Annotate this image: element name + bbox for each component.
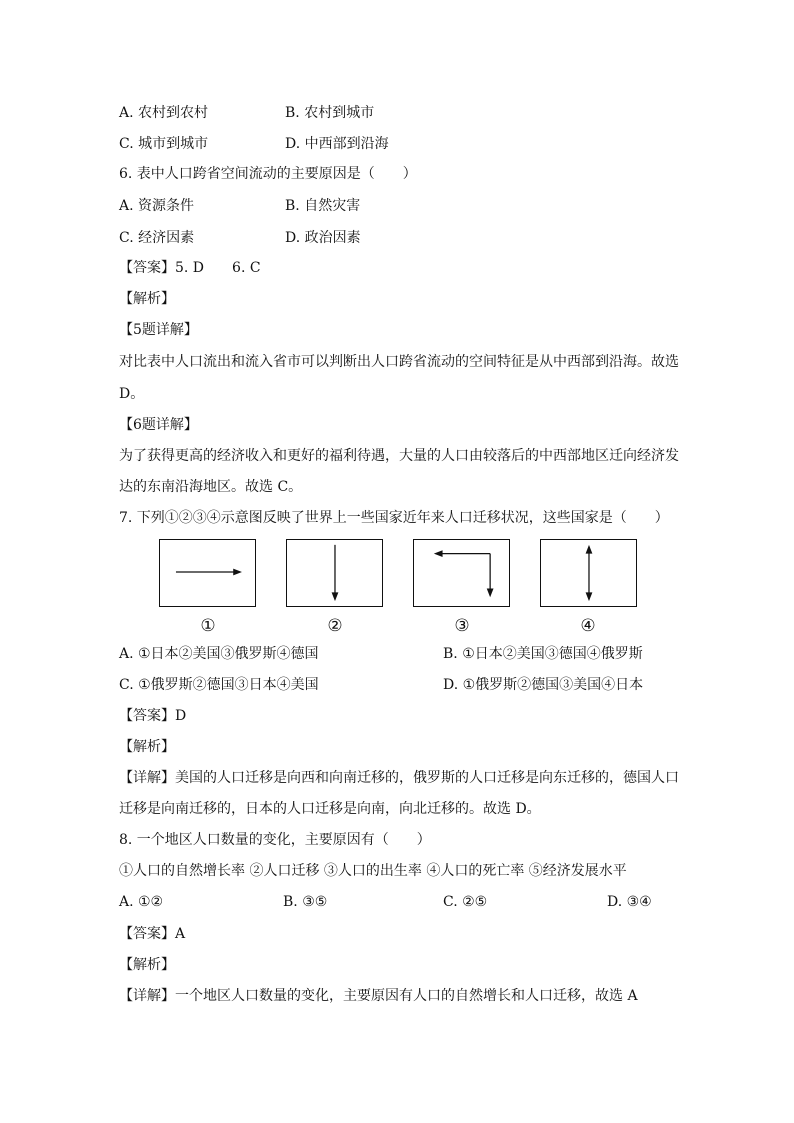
q5-option-c: C. 城市到城市 — [119, 136, 209, 152]
q7-detail-line1: 【详解】美国的人口迁移是向西和向南迁移的，俄罗斯的人口迁移是向东迁移的，德国人口 — [119, 770, 679, 786]
q6-stem: 6. 表中人口跨省空间流动的主要原因是（ ） — [119, 166, 417, 182]
q6-option-c: C. 经济因素 — [119, 230, 195, 246]
q6-option-b: B. 自然灾害 — [285, 198, 361, 214]
q8-detail-line1: 【详解】一个地区人口数量的变化，主要原因有人口的自然增长和人口迁移，故选 A — [119, 988, 638, 1004]
q7-option-b: B. ①日本②美国③德国④俄罗斯 — [443, 646, 643, 662]
q7-stem: 7. 下列①②③④示意图反映了世界上一些国家近年来人口迁移状况，这些国家是（ ） — [119, 510, 669, 526]
q8-option-d: D. ③④ — [607, 894, 652, 910]
arrow-left-and-down-icon — [414, 540, 509, 606]
q5-detail-line1: 对比表中人口流出和流入省市可以判断出人口跨省流动的空间特征是从中西部到沿海。故选 — [119, 354, 679, 370]
q6-option-a: A. 资源条件 — [119, 198, 195, 214]
diagram-label-2: ② — [327, 616, 343, 636]
q8-option-b: B. ③⑤ — [283, 894, 328, 910]
q6-detail-heading: 【6题详解】 — [119, 417, 198, 433]
migration-diagram-3 — [413, 539, 510, 607]
analysis-heading-7: 【解析】 — [119, 739, 175, 755]
q6-detail-line1: 为了获得更高的经济收入和更好的福利待遇，大量的人口由较落后的中西部地区迁向经济发 — [119, 448, 679, 464]
diagram-label-1: ① — [200, 616, 216, 636]
q7-option-c: C. ①俄罗斯②德国③日本④美国 — [119, 677, 319, 693]
q8-stem: 8. 一个地区人口数量的变化，主要原因有（ ） — [119, 832, 431, 848]
answer-7: 【答案】D — [119, 708, 187, 724]
migration-diagram-1 — [159, 539, 256, 607]
answer-8: 【答案】A — [119, 926, 186, 942]
migration-diagram-2 — [286, 539, 383, 607]
diagram-label-4: ④ — [580, 616, 596, 636]
q5-detail-line2: D。 — [119, 386, 145, 402]
arrow-down-icon — [287, 540, 382, 606]
answer-5-6: 【答案】5. D 6. C — [119, 260, 261, 276]
q5-option-a: A. 农村到农村 — [119, 105, 209, 121]
q6-detail-line2: 达的东南沿海地区。故选 C。 — [119, 479, 303, 495]
q5-option-b: B. 农村到城市 — [285, 105, 375, 121]
q7-option-d: D. ①俄罗斯②德国③美国④日本 — [443, 677, 644, 693]
q5-option-d: D. 中西部到沿海 — [285, 136, 389, 152]
migration-diagram-4 — [540, 539, 637, 607]
analysis-heading: 【解析】 — [119, 291, 175, 307]
q7-detail-line2: 迁移是向南迁移的，日本的人口迁移是向南，向北迁移的。故选 D。 — [119, 801, 541, 817]
arrow-right-icon — [160, 540, 255, 606]
q8-option-c: C. ②⑤ — [443, 894, 488, 910]
q8-option-a: A. ①② — [119, 894, 164, 910]
analysis-heading-8: 【解析】 — [119, 957, 175, 973]
q6-option-d: D. 政治因素 — [285, 230, 361, 246]
arrow-up-down-icon — [541, 540, 636, 606]
diagram-label-3: ③ — [454, 616, 470, 636]
q5-detail-heading: 【5题详解】 — [119, 322, 198, 338]
q7-option-a: A. ①日本②美国③俄罗斯④德国 — [119, 646, 319, 662]
q8-items: ①人口的自然增长率 ②人口迁移 ③人口的出生率 ④人口的死亡率 ⑤经济发展水平 — [119, 863, 627, 879]
